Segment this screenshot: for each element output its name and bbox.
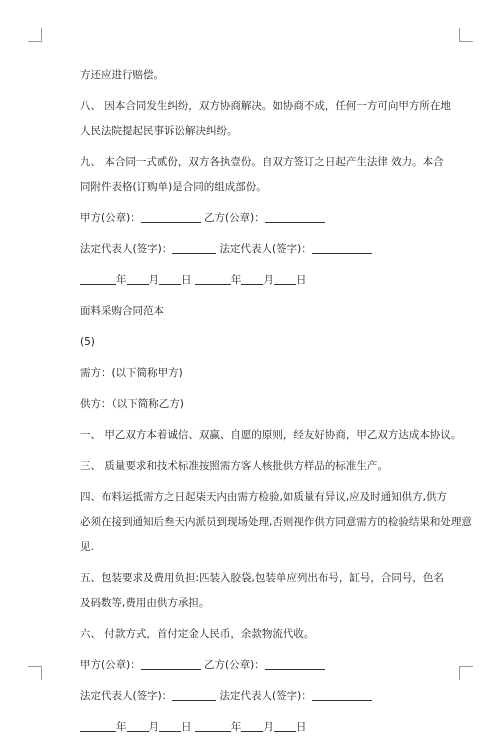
crop-mark-top-right-h	[459, 41, 473, 42]
signature-parties-row-2	[80, 656, 440, 675]
paragraph-line: 方还应进行赔偿。	[80, 69, 164, 81]
crop-mark-bottom-right-v	[459, 666, 460, 680]
party-b-blank	[265, 210, 325, 223]
legal-rep-b-blank	[312, 241, 372, 254]
party-b-label: 乙方(公章)：	[204, 212, 265, 224]
party-a-blank	[141, 657, 201, 670]
clause-9-line-1: 九、 本合同一式贰份，双方各执壹份。自双方签订之日起产生法律 效力。本合	[80, 156, 444, 168]
legal-rep-a-blank	[172, 241, 216, 254]
clause-8-line-1: 八、 因本合同发生纠纷，双方协商解决。如协商不成，任何一方可向甲方所在地	[80, 100, 451, 112]
crop-mark-bottom-right-h	[459, 666, 473, 667]
legal-rep-b-label: 法定代表人(签字)：	[219, 690, 312, 702]
clause-1-line: 一、 甲乙双方本着诚信、双赢、自愿的原则，经友好协商，甲乙双方达成本协议。	[80, 429, 462, 441]
clause-8-line-2: 人民法院提起民事诉讼解决纠纷。	[80, 125, 238, 137]
section-title: 面料采购合同范本	[80, 305, 164, 317]
clause-5-line-2: 及码数等,费用由供方承担。	[80, 597, 210, 609]
party-b-blank	[265, 657, 325, 670]
party-a-blank	[141, 210, 201, 223]
clause-4-line-2: 必须在接到通知后叁天内派员到现场处理,否则视作供方同意需方的检验结果和处理意	[80, 516, 472, 528]
legal-rep-row	[80, 240, 440, 259]
clause-5-line-1: 五、包装要求及费用负担:匹装入胶袋,包装单应列出布号，缸号，合同号，色名	[80, 572, 444, 584]
legal-rep-row-2	[80, 687, 440, 706]
party-a-label: 甲方(公章)：	[80, 212, 141, 224]
legal-rep-b-label: 法定代表人(签字)：	[219, 243, 312, 255]
document-body	[80, 66, 472, 737]
party-a-label: 甲方(公章)：	[80, 659, 141, 671]
legal-rep-a-blank	[172, 688, 216, 701]
signature-parties-row	[80, 209, 440, 228]
legal-rep-a-label: 法定代表人(签字)：	[80, 243, 173, 255]
crop-mark-top-left-h	[28, 41, 42, 42]
party-b-label: 乙方(公章)：	[204, 659, 265, 671]
section-number: (5)	[80, 336, 95, 348]
crop-mark-bottom-left-v	[41, 666, 42, 680]
buyer-line: 需方：(以下简称甲方)	[80, 367, 183, 379]
crop-mark-top-left-v	[41, 28, 42, 42]
clause-3-line: 三、 质量要求和技术标准按照需方客人核批供方样品的标准生产。	[80, 460, 388, 472]
crop-mark-bottom-left-h	[28, 666, 42, 667]
clause-4-line-1: 四、布料运抵需方之日起柒天内由需方检验,如质量有异议,应及时通知供方,供方	[80, 491, 448, 503]
date-row-2: 年 月 日 年 月 日	[80, 718, 440, 737]
legal-rep-b-blank	[312, 688, 372, 701]
clause-6-line: 六、 付款方式，首付定金人民币，余款物流代收。	[80, 628, 315, 640]
date-row: 年 月 日 年 月 日	[80, 271, 440, 290]
legal-rep-a-label: 法定代表人(签字)：	[80, 690, 173, 702]
clause-9-line-2: 同附件表格(订购单)是合同的组成部份。	[80, 181, 267, 193]
crop-mark-top-right-v	[459, 28, 460, 42]
clause-4-line-3: 见.	[80, 541, 94, 553]
supplier-line: 供方：（以下简称乙方)	[80, 398, 184, 410]
